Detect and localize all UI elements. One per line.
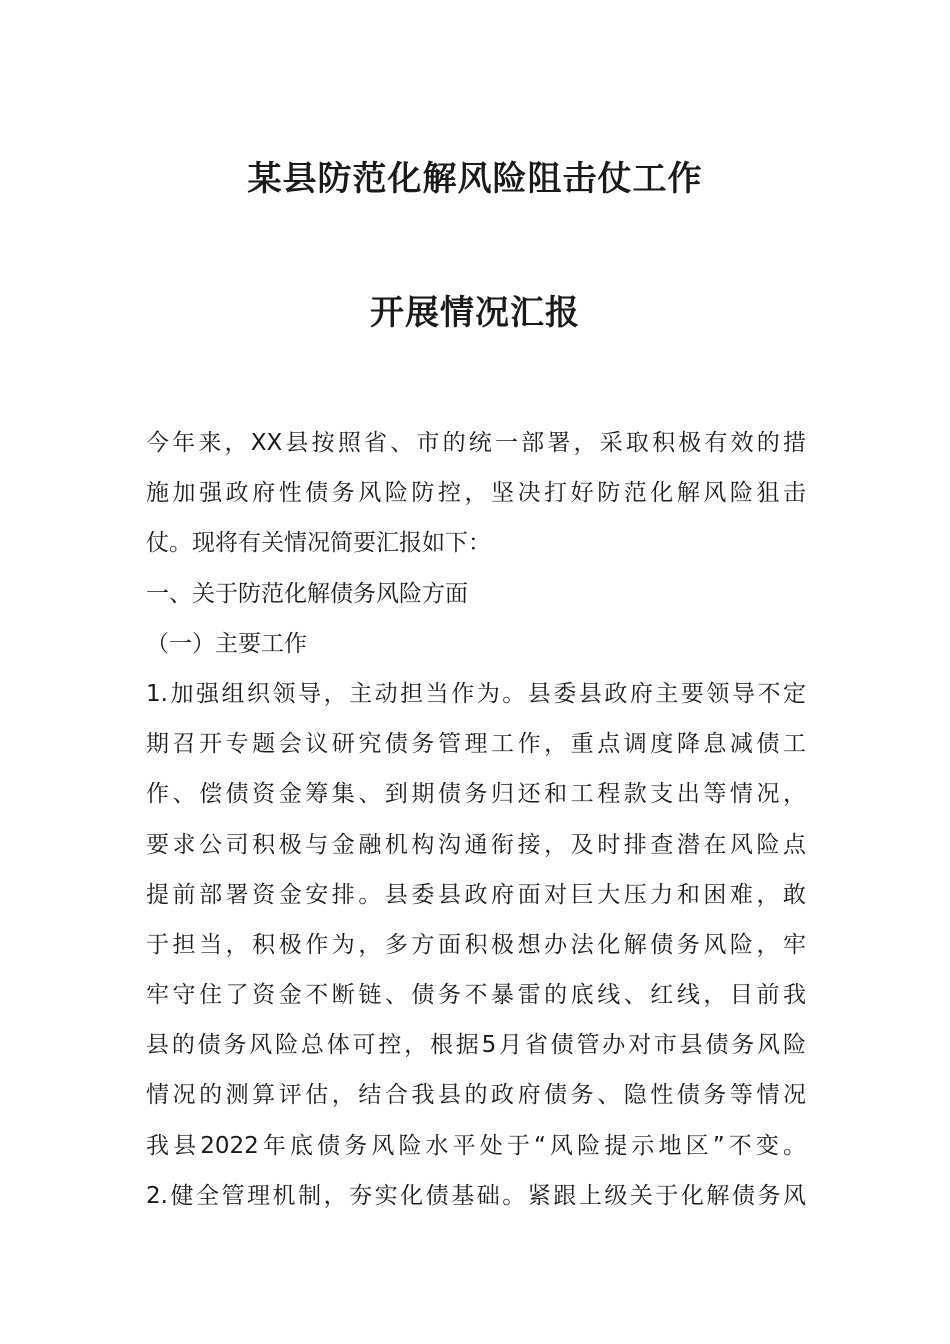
body-line: 作、偿债资金筹集、到期债务归还和工程款支出等情况， xyxy=(146,781,806,808)
body-line: 今年来，XX县按照省、市的统一部署，采取积极有效的措 xyxy=(146,430,806,456)
body-line: 2.健全管理机制，夯实化债基础。紧跟上级关于化解债务风 xyxy=(146,1182,806,1209)
subsection-heading: （一）主要工作 xyxy=(146,630,307,657)
document-title-line-2: 开展情况汇报 xyxy=(370,293,580,333)
body-line: 牢守住了资金不断链、债务不暴雷的底线、红线，目前我 xyxy=(146,982,806,1009)
body-line: 仗。现将有关情况简要汇报如下： xyxy=(146,530,491,557)
body-line: 要求公司积极与金融机构沟通衔接，及时排查潜在风险点 xyxy=(146,831,806,858)
body-line: 县的债务风险总体可控，根据5月省债管办对市县债务风险 xyxy=(146,1032,806,1059)
body-line: 于担当，积极作为，多方面积极想办法化解债务风险，牢 xyxy=(146,931,806,958)
body-line: 1.加强组织领导，主动担当作为。县委县政府主要领导不定 xyxy=(146,680,806,707)
body-line: 施加强政府性债务风险防控，坚决打好防范化解风险狙击 xyxy=(146,480,806,507)
body-line: 提前部署资金安排。县委县政府面对巨大压力和困难，敢 xyxy=(146,881,806,908)
body-line: 我县2022年底债务风险水平处于“风险提示地区”不变。 xyxy=(146,1132,806,1159)
document-title-line-1: 某县防范化解风险阻击仗工作 xyxy=(247,159,703,199)
body-line: 期召开专题会议研究债务管理工作，重点调度降息减债工 xyxy=(146,731,806,758)
body-line: 情况的测算评估，结合我县的政府债务、隐性债务等情况 xyxy=(146,1082,806,1109)
document-body xyxy=(146,424,806,1227)
section-heading: 一、关于防范化解债务风险方面 xyxy=(146,580,468,607)
